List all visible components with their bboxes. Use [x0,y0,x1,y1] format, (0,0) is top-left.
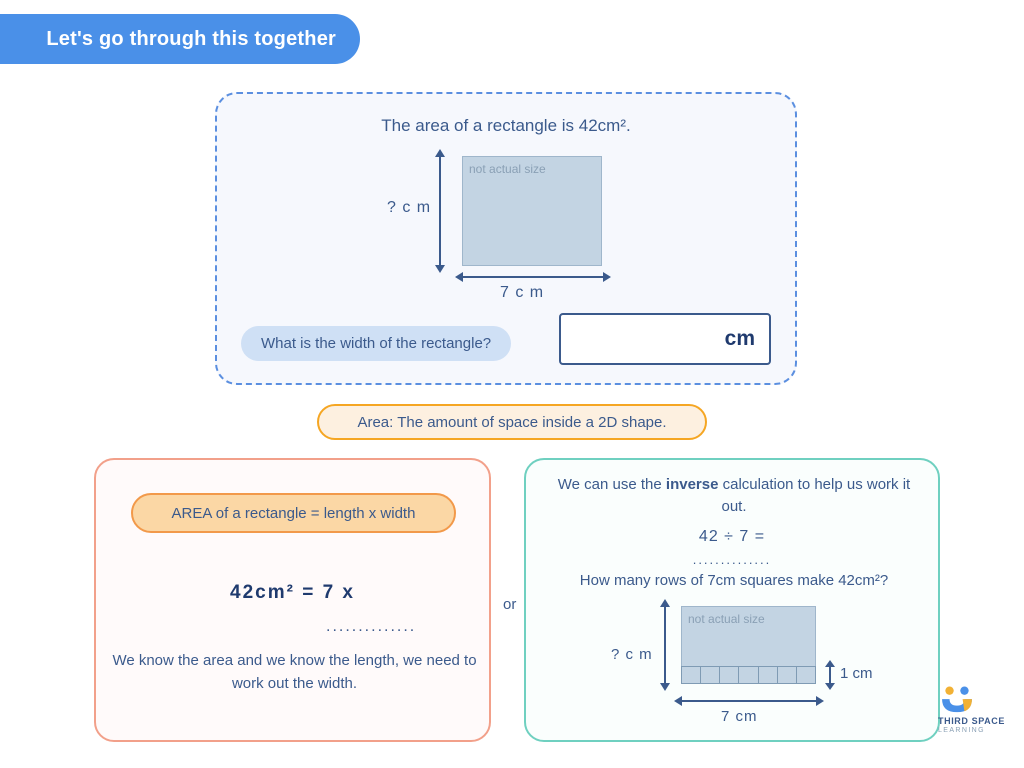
division-equation: 42 ÷ 7 = [698,528,766,545]
logo-subtitle: LEARNING [938,726,985,734]
width-question-pill: What is the width of the rectangle? [241,326,511,361]
not-actual-size-note-2: not actual size [688,612,765,626]
height-dimension-label: ? c m [387,199,432,216]
height-dimension-arrow-2 [664,606,666,684]
unit-square [759,667,778,683]
or-connector-label: or [503,596,517,613]
inverse-intro-text [546,474,922,518]
question-panel [215,92,797,385]
area-formula-pill: AREA of a rectangle = length x width [131,493,456,533]
area-definition-pill: Area: The amount of space inside a 2D shape. [317,404,707,440]
unit-square [778,667,797,683]
equation-blank: .............. [326,618,417,635]
unit-square [701,667,720,683]
width-dimension-arrow-2 [681,700,817,702]
inverse-intro-before: We can use the [557,476,666,493]
inverse-keyword: inverse [665,476,719,493]
logo-name: THIRD SPACE [938,716,1005,726]
not-actual-size-note: not actual size [469,162,546,176]
left-explanation-text: We know the area and we know the length, we need to work out the width. [112,652,477,692]
height-dimension-label-2: ? c m [611,646,653,663]
question-statement: The area of a rectangle is 42cm². [381,116,631,135]
brand-logo [938,716,1018,734]
third-space-logo-icon [938,686,976,714]
unit-square [720,667,739,683]
equation-line: 42cm² = 7 x [230,582,355,603]
division-blank: .............. [692,552,772,567]
unit-squares-row [681,666,816,684]
width-dimension-label: 7 c m [500,284,545,301]
method-card-inverse [524,458,940,742]
height-dimension-arrow [439,156,441,266]
inverse-intro-after: calculation to help us work it out. [718,476,911,515]
width-dimension-arrow [462,276,604,278]
unit-square-height-label: 1 cm [840,665,873,682]
unit-square-height-arrow [829,666,831,684]
unit-square [797,667,815,683]
page-title: Let's go through this together [46,27,336,50]
width-dimension-label-2: 7 cm [721,708,758,725]
header-banner [0,14,360,64]
method-card-formula [94,458,491,742]
answer-input-box[interactable] [559,313,771,365]
unit-square [682,667,701,683]
answer-unit-label: cm [724,327,755,350]
rows-question-text: How many rows of 7cm squares make 42cm²? [579,572,889,589]
unit-square [739,667,758,683]
